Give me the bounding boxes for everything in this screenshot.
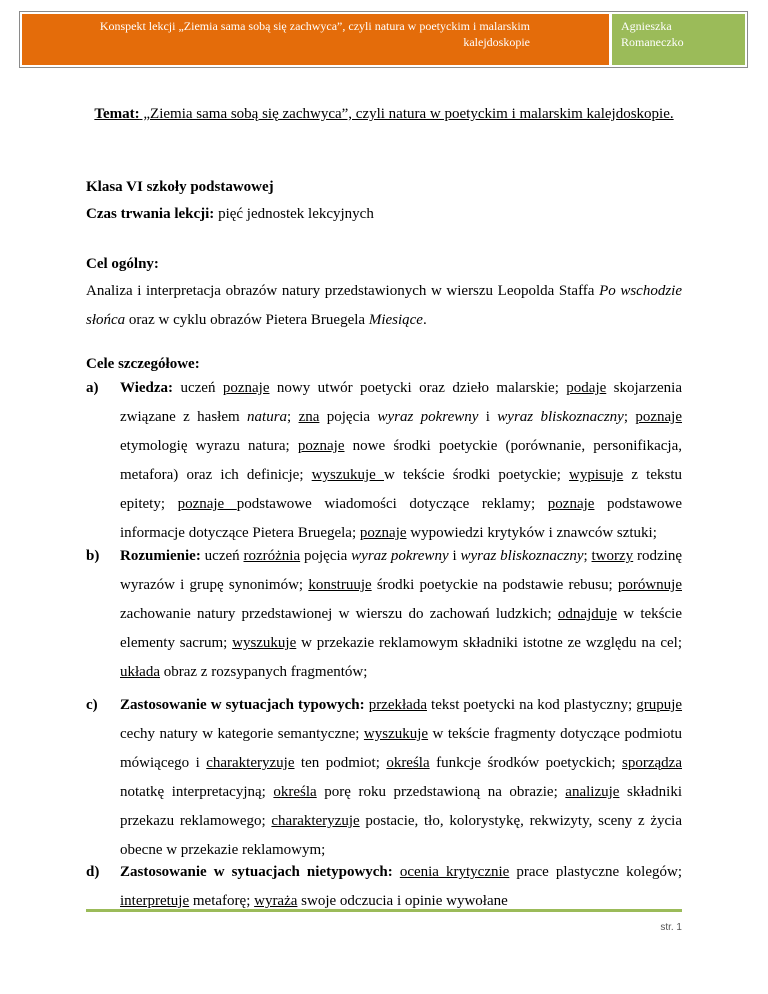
header-author-line2: Romaneczko: [621, 35, 684, 49]
header-author-box: [612, 14, 745, 65]
duration-value: pięć jednostek lekcyjnych: [214, 206, 374, 222]
goal-item-b: b) Rozumienie: uczeń rozróżnia pojęcia wyraz pokrewny i wyraz bliskoznaczny; tworzy rodzinę wyrazów i grupę synonimów; konstruuje środki poetyckie na podstawie rebusu; porównuje zachowanie natury przedstawionej w wierszu do zachowań ludzkich; odnajduje w tekście elementy sacrum; wyszukuje w przekazie reklamowym składniki istotne ze względu na cel; układa obraz z rozsypanych fragmentów;: [86, 548, 682, 680]
goal-item-d: d) Zastosowanie w sytuacjach nietypowych: ocenia krytycznie prace plastyczne kolegów; interpretuje metaforę; wyraża swoje odczucia i opinie wywołane: [86, 864, 683, 909]
header-title-line2: kalejdoskopie: [463, 35, 530, 49]
footer-divider: [86, 909, 682, 912]
header-title-line1: Konspekt lekcji „Ziemia sama sobą się zachwyca”, czyli natura w poetyckim i malarskim: [99, 19, 530, 33]
class-line: Klasa VI szkoły podstawowej: [86, 179, 274, 195]
specific-goals-heading: Cele szczegółowe:: [86, 356, 200, 372]
general-goal-heading: Cel ogólny:: [86, 256, 159, 272]
topic-label: Temat:: [94, 106, 140, 122]
lesson-topic: [86, 100, 682, 129]
header-author-line1: Agnieszka: [621, 19, 672, 33]
page-number: str. 1: [660, 922, 682, 933]
topic-text: „Ziemia sama sobą się zachwyca”, czyli natura w poetyckim i malarskim kalejdoskopie.: [139, 106, 674, 122]
general-goal-text: Analiza i interpretacja obrazów natury przedstawionych w wierszu Leopolda Staffa Po wschodzie słońca oraz w cyklu obrazów Pietera Bruegela Miesiące.: [86, 283, 682, 328]
header-title-box: [22, 14, 609, 65]
duration-line: [86, 204, 374, 224]
goal-item-c: c) Zastosowanie w sytuacjach typowych: przekłada tekst poetycki na kod plastyczny; grupuje cechy natury w kategorie semantyczne; wyszukuje w tekście fragmenty dotyczące podmiotu mówiącego i charakteryzuje ten podmiot; określa funkcje środków poetyckich; sporządza notatkę interpretacyjną; określa porę roku przedstawioną na obrazie; analizuje składniki przekazu reklamowego; charakteryzuje postacie, tło, kolorystykę, rekwizyty, sceny z życia obecne w przekazie reklamowym;: [86, 697, 683, 858]
goal-item-a: a) Wiedza: uczeń poznaje nowy utwór poetycki oraz dzieło malarskie; podaje skojarzenia związane z hasłem natura; zna pojęcia wyraz pokrewny i wyraz bliskoznaczny; poznaje etymologię wyrazu natura; poznaje nowe środki poetyckie (porównanie, personifikacja, metafora) oraz ich definicje; wyszukuje w tekście środki poetyckie; wypisuje z tekstu epitety; poznaje podstawowe wiadomości dotyczące reklamy; poznaje podstawowe informacje dotyczące Pietera Bruegela; poznaje wypowiedzi krytyków i znawców sztuki;: [86, 380, 682, 541]
duration-label: Czas trwania lekcji:: [86, 206, 215, 222]
